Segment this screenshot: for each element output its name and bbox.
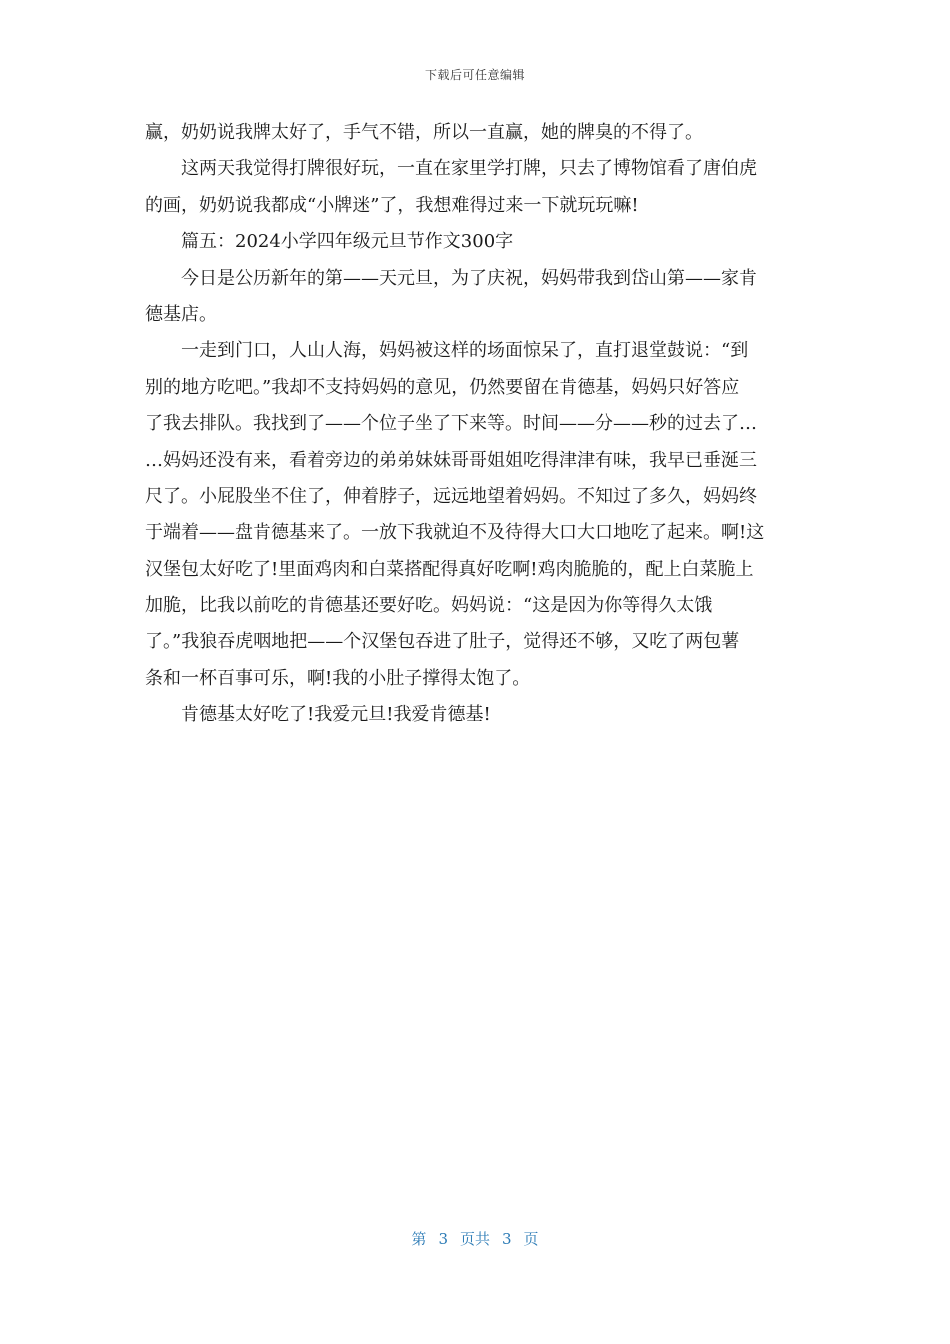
text-line: 了。”我狼吞虎咽地把——个汉堡包吞进了肚子，觉得还不够，又吃了两包薯 bbox=[145, 631, 740, 653]
text-line: 这两天我觉得打牌很好玩，一直在家里学打牌，只去了博物馆看了唐伯虎 bbox=[181, 158, 757, 180]
footer-suffix: 页 bbox=[523, 1230, 539, 1248]
text-line: 尺了。小屁股坐不住了，伸着脖子，远远地望着妈妈。不知过了多久，妈妈终 bbox=[145, 485, 757, 507]
footer-middle: 页共 bbox=[459, 1230, 490, 1248]
text-line: …妈妈还没有来，看着旁边的弟弟妹妹哥哥姐姐吃得津津有味，我早已垂涎三 bbox=[145, 449, 757, 471]
text-line: 了我去排队。我找到了——个位子坐了下来等。时间——分——秒的过去了… bbox=[145, 413, 757, 435]
section-title: 篇五：2024小学四年级元旦节作文300字 bbox=[181, 231, 514, 253]
page-footer bbox=[0, 1228, 950, 1249]
text-line: 一走到门口，人山人海，妈妈被这样的场面惊呆了，直打退堂鼓说：“到 bbox=[181, 340, 749, 362]
text-line: 条和一杯百事可乐，啊!我的小肚子撑得太饱了。 bbox=[145, 667, 531, 689]
footer-total-pages: 3 bbox=[502, 1230, 512, 1248]
text-line: 加脆，比我以前吃的肯德基还要好吃。妈妈说：“这是因为你等得久太饿 bbox=[145, 595, 713, 617]
text-line: 今日是公历新年的第——天元旦，为了庆祝，妈妈带我到岱山第——家肯 bbox=[181, 267, 757, 289]
document-body bbox=[145, 115, 805, 734]
text-line: 肯德基太好吃了!我爱元旦!我爱肯德基! bbox=[181, 704, 491, 726]
text-line: 的画，奶奶说我都成“小牌迷”了，我想难得过来一下就玩玩嘛! bbox=[145, 194, 639, 216]
text-line: 德基店。 bbox=[145, 303, 217, 325]
text-line: 别的地方吃吧。”我却不支持妈妈的意见，仍然要留在肯德基，妈妈只好答应 bbox=[145, 376, 740, 398]
text-line: 赢，奶奶说我牌太好了，手气不错，所以一直赢，她的牌臭的不得了。 bbox=[145, 122, 703, 143]
footer-prefix: 第 bbox=[411, 1230, 427, 1248]
footer-page-number: 3 bbox=[438, 1230, 448, 1248]
text-line: 于端着——盘肯德基来了。一放下我就迫不及待得大口大口地吃了起来。啊!这 bbox=[145, 522, 765, 544]
page-header: 下载后可任意编辑 bbox=[424, 68, 525, 82]
text-line: 汉堡包太好吃了!里面鸡肉和白菜搭配得真好吃啊!鸡肉脆脆的，配上白菜脆上 bbox=[145, 558, 754, 580]
